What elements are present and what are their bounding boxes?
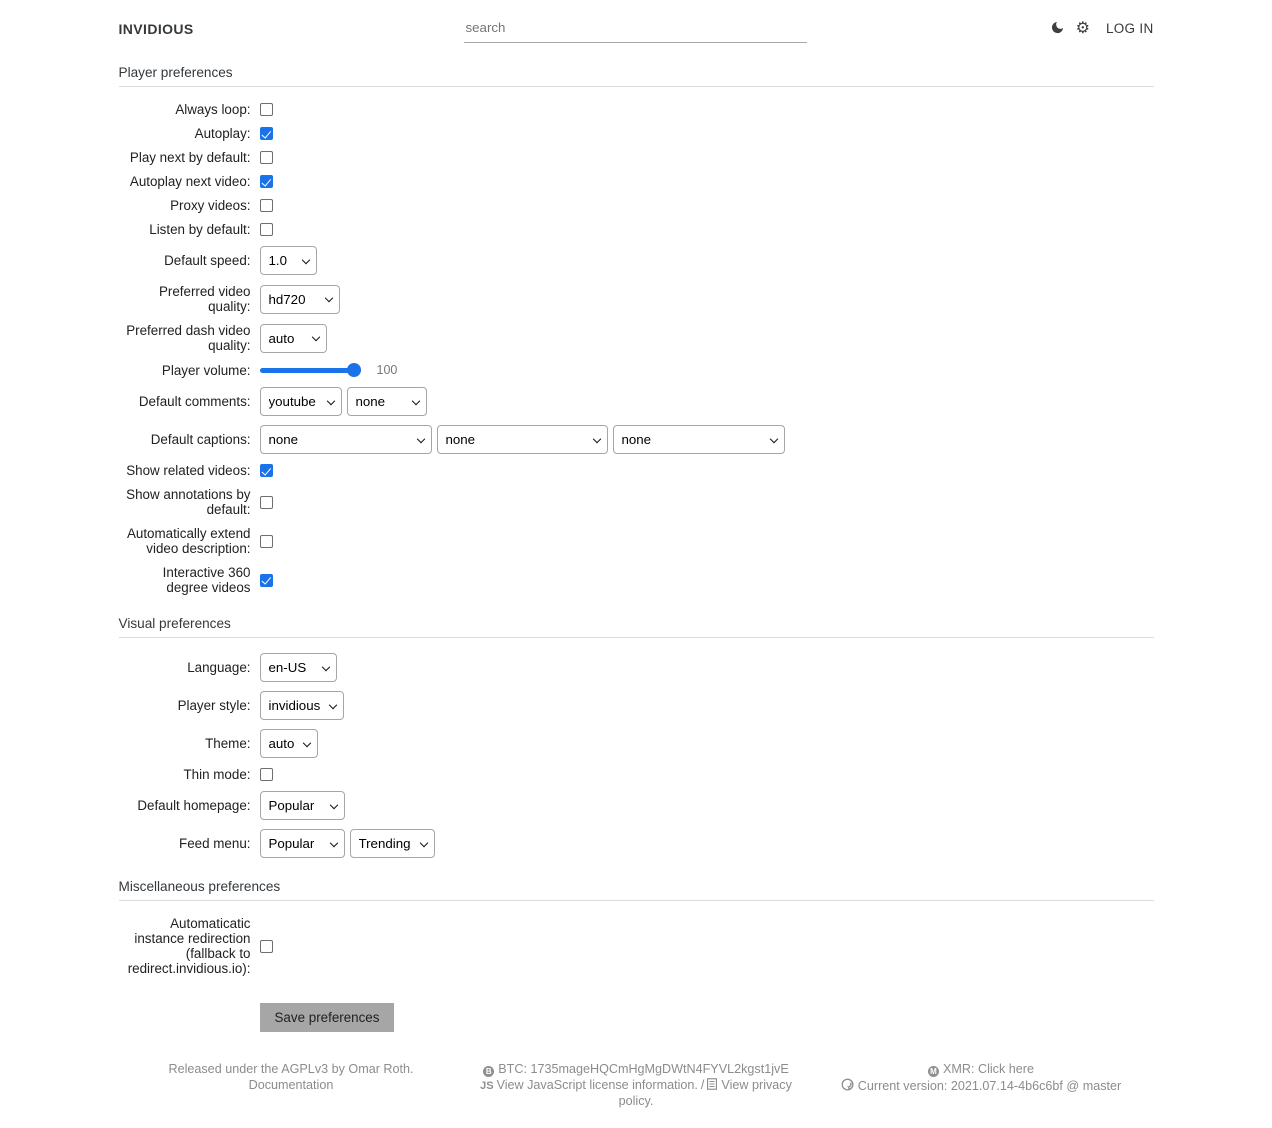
pref-row-video-quality xyxy=(119,284,1154,314)
section-divider xyxy=(119,637,1154,638)
theme-select[interactable] xyxy=(260,729,318,758)
section-divider xyxy=(119,900,1154,901)
video-quality-select[interactable] xyxy=(260,285,340,314)
pref-row-autoplay xyxy=(119,126,1154,141)
version-link[interactable]: 2021.07.14-4b6c6bf @ master xyxy=(950,1078,1122,1093)
auto-redirect-checkbox[interactable] xyxy=(260,940,273,953)
navbar-right xyxy=(809,20,1154,38)
preferences-page xyxy=(119,0,1154,1128)
navbar-left xyxy=(119,21,464,37)
license-line: Released under the AGPLv3 by Omar Roth. xyxy=(168,1062,414,1076)
extend-description-checkbox[interactable] xyxy=(260,535,273,548)
volume-label: Player volume: xyxy=(161,362,251,378)
homepage-select[interactable] xyxy=(260,791,345,820)
xmr-label: XMR: xyxy=(943,1062,975,1076)
misc-preferences-heading: Miscellaneous preferences xyxy=(118,879,281,894)
play-next-checkbox[interactable] xyxy=(260,151,273,164)
preferences-gear-link[interactable] xyxy=(1076,21,1090,37)
play-next-label: Play next by default: xyxy=(129,150,251,165)
comments-select-1[interactable] xyxy=(260,387,342,416)
pref-row-theme xyxy=(119,729,1154,758)
always-loop-label: Always loop: xyxy=(175,102,251,117)
pref-row-listen xyxy=(119,222,1154,237)
player-preferences-heading: Player preferences xyxy=(118,65,233,80)
theme-label: Theme: xyxy=(205,736,251,751)
always-loop-checkbox[interactable] xyxy=(260,103,273,116)
pref-row-proxy-videos xyxy=(119,198,1154,213)
feed-menu-label: Feed menu: xyxy=(179,836,251,851)
visual-preferences-heading: Visual preferences xyxy=(118,616,231,631)
pref-row-annotations xyxy=(119,487,1154,517)
related-videos-label: Show related videos: xyxy=(126,463,251,478)
search-input[interactable] xyxy=(464,14,807,43)
btc-address: BTC: 1735mageHQCmHgMgDWtN4FYVL2kgst1jvE xyxy=(498,1062,789,1076)
default-speed-select[interactable] xyxy=(260,246,317,275)
footer-right xyxy=(809,1062,1154,1110)
footer-separator: / xyxy=(700,1077,705,1092)
pref-row-homepage xyxy=(119,791,1154,820)
github-icon xyxy=(841,1078,854,1096)
captions-select-1[interactable] xyxy=(260,425,432,454)
thin-mode-checkbox[interactable] xyxy=(260,768,273,781)
captions-select-2[interactable] xyxy=(437,425,608,454)
pref-row-related-videos xyxy=(119,463,1154,478)
pref-row-always-loop xyxy=(119,102,1154,117)
section-divider xyxy=(119,86,1154,87)
default-speed-label: Default speed: xyxy=(164,253,251,268)
pref-row-locale xyxy=(119,653,1154,682)
moon-icon xyxy=(1050,20,1065,38)
related-videos-checkbox[interactable] xyxy=(260,464,273,477)
captions-label: Default captions: xyxy=(150,432,251,447)
dash-quality-select[interactable] xyxy=(260,324,327,353)
monero-icon: M xyxy=(928,1066,939,1077)
js-license-link[interactable]: View JavaScript license information. xyxy=(496,1077,698,1092)
dash-quality-label: Preferred dash video quality: xyxy=(126,323,251,353)
autoplay-label: Autoplay: xyxy=(194,126,251,141)
annotations-checkbox[interactable] xyxy=(260,496,273,509)
pref-row-feed-menu xyxy=(119,829,1154,858)
pref-row-autoplay-next xyxy=(119,174,1154,189)
pref-row-extend-description xyxy=(119,526,1154,556)
pref-row-captions xyxy=(119,425,1154,454)
js-license-icon: JS xyxy=(480,1079,494,1092)
pref-row-volume xyxy=(119,362,1154,378)
navbar-search xyxy=(464,14,809,43)
invidious-logo-link[interactable]: INVIDIOUS xyxy=(118,20,194,37)
feed-menu-select-1[interactable] xyxy=(260,829,345,858)
homepage-label: Default homepage: xyxy=(137,798,251,813)
top-navbar xyxy=(119,0,1154,43)
login-link[interactable]: LOG IN xyxy=(1105,21,1154,36)
bitcoin-icon: B xyxy=(483,1066,494,1077)
comments-select-2[interactable] xyxy=(347,387,427,416)
volume-slider[interactable] xyxy=(260,362,361,378)
pref-row-default-speed xyxy=(119,246,1154,275)
player-style-label: Player style: xyxy=(177,698,251,713)
autoplay-next-checkbox[interactable] xyxy=(260,175,273,188)
xmr-link[interactable]: Click here xyxy=(977,1062,1034,1076)
vr-mode-label: Interactive 360 degree videos xyxy=(162,565,251,595)
pref-row-comments xyxy=(119,387,1154,416)
save-preferences-button[interactable]: Save preferences xyxy=(260,1003,395,1032)
privacy-policy-link[interactable]: View privacy policy. xyxy=(618,1077,792,1108)
listen-checkbox[interactable] xyxy=(260,223,273,236)
pref-row-auto-redirect xyxy=(119,916,1154,976)
proxy-videos-label: Proxy videos: xyxy=(170,198,251,213)
thin-mode-label: Thin mode: xyxy=(183,767,251,782)
volume-value: 100 xyxy=(376,363,398,377)
preferences-form xyxy=(119,65,1154,1032)
extend-description-label: Automatically extend video description: xyxy=(126,526,251,556)
pref-row-thin-mode xyxy=(119,767,1154,782)
auto-redirect-label: Automaticatic instance redirection (fallback to redirect.invidious.io): xyxy=(127,916,251,976)
footer-left xyxy=(119,1062,464,1110)
version-label: Current version: xyxy=(857,1078,948,1093)
page-footer xyxy=(119,1062,1154,1128)
pref-row-play-next xyxy=(119,150,1154,165)
footer-middle xyxy=(464,1062,809,1110)
video-quality-label: Preferred video quality: xyxy=(158,284,251,314)
gear-icon: ⚙ xyxy=(1075,19,1090,37)
dark-mode-toggle[interactable] xyxy=(1050,20,1065,38)
comments-label: Default comments: xyxy=(138,394,251,409)
vr-mode-checkbox[interactable] xyxy=(260,574,273,587)
annotations-label: Show annotations by default: xyxy=(126,487,251,517)
pref-row-player-style xyxy=(119,691,1154,720)
autoplay-next-label: Autoplay next video: xyxy=(129,174,251,189)
player-style-select[interactable] xyxy=(260,691,344,720)
locale-select[interactable] xyxy=(260,653,337,682)
documentation-link[interactable]: Documentation xyxy=(248,1077,334,1092)
pref-row-dash-quality xyxy=(119,323,1154,353)
autoplay-checkbox[interactable] xyxy=(260,127,273,140)
captions-select-3[interactable] xyxy=(613,425,785,454)
listen-label: Listen by default: xyxy=(149,222,251,237)
document-icon xyxy=(707,1078,717,1095)
locale-label: Language: xyxy=(187,660,251,675)
feed-menu-select-2[interactable] xyxy=(350,829,435,858)
pref-row-vr-mode xyxy=(119,565,1154,595)
proxy-videos-checkbox[interactable] xyxy=(260,199,273,212)
